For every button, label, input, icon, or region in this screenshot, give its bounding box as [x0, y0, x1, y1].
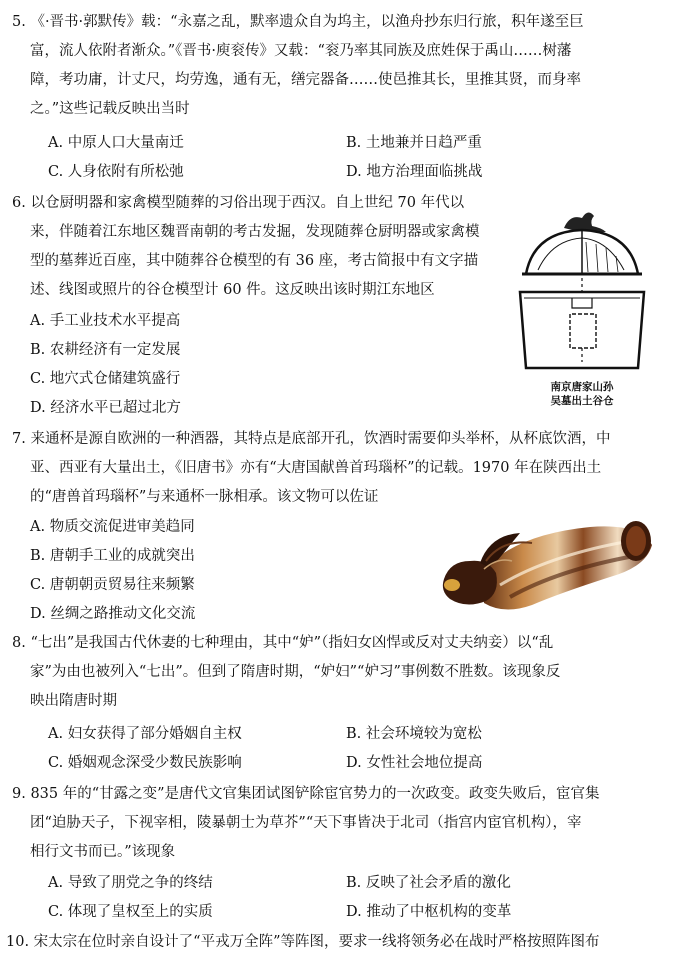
q7-stem-line-2: 亚、西亚有大量出土，《旧唐书》亦有“大唐国献兽首玛瑙杯”的记载。1970 年在陕西出土 [30, 460, 602, 476]
granary-caption-line-1: 南京唐家山孙 [550, 381, 614, 393]
q6-stem-line-1: 6. 以仓厨明器和家禽模型随葬的习俗出现于西汉。自上世纪 70 年代以 [12, 195, 465, 211]
granary-caption-line-2: 吴墓出土谷仓 [550, 395, 614, 407]
q9-option-b[interactable]: B. 反映了社会矛盾的激化 [346, 875, 511, 891]
q7-option-c[interactable]: C. 唐朝朝贡贸易往来频繁 [30, 577, 195, 593]
q5-stem-line-1: 5. 《·晋书·郭默传》载：“永嘉之乱，默率遗众自为坞主，以渔舟抄东归行旅，积年遂至巨 [12, 14, 584, 30]
q7-option-d[interactable]: D. 丝绸之路推动文化交流 [30, 606, 196, 622]
q5-stem-line-2: 富，流人依附者渐众。”《晋书·庾衮传》又载：“衮乃率其同族及庶姓保于禹山……树藩 [30, 43, 572, 59]
q5-stem-line-4: 之。”这些记载反映出当时 [30, 101, 190, 117]
q5-stem-line-3: 障，考功庸，计丈尺，均劳逸，通有无，缮完器备……使邑推其长，里推其贤，而身率 [30, 72, 581, 88]
q7-stem-line-3: 的“唐兽首玛瑙杯”与来通杯一脉相承。该文物可以佐证 [30, 489, 379, 505]
q5-option-d[interactable]: D. 地方治理面临挑战 [346, 164, 483, 180]
q8-stem-line-3: 映出隋唐时期 [30, 693, 117, 709]
q7-option-b[interactable]: B. 唐朝手工业的成就突出 [30, 548, 195, 564]
q8-stem-line-1: 8. “七出”是我国古代休妻的七种理由，其中“妒”（指妇女凶悍或反对丈夫纳妾）以“乱 [12, 635, 554, 651]
agate-rhyton-photo [440, 505, 655, 620]
q6-stem-line-3: 型的墓葬近百座，其中随葬谷仓模型的有 36 座，考古简报中有文字描 [30, 253, 479, 269]
q8-option-c[interactable]: C. 婚姻观念深受少数民族影响 [48, 755, 242, 771]
q7-option-a[interactable]: A. 物质交流促进审美趋同 [30, 519, 195, 535]
q6-stem-line-4: 述、线图或照片的谷仓模型计 60 件。这反映出该时期江东地区 [30, 282, 435, 298]
q8-option-d[interactable]: D. 女性社会地位提高 [346, 755, 483, 771]
q5-option-a[interactable]: A. 中原人口大量南迁 [48, 135, 184, 151]
q8-option-a[interactable]: A. 妇女获得了部分婚姻自主权 [48, 726, 242, 742]
q8-option-b[interactable]: B. 社会环境较为宽松 [346, 726, 482, 742]
granary-model-drawing [512, 198, 652, 378]
q6-option-a[interactable]: A. 手工业技术水平提高 [30, 313, 181, 329]
q5-option-c[interactable]: C. 人身依附有所松弛 [48, 164, 184, 180]
q9-option-a[interactable]: A. 导致了朋党之争的终结 [48, 875, 213, 891]
q6-option-d[interactable]: D. 经济水平已超过北方 [30, 400, 181, 416]
q6-option-c[interactable]: C. 地穴式仓储建筑盛行 [30, 371, 181, 387]
q10-stem-line-1: 10. 宋太宗在位时亲自设计了“平戎万全阵”等阵图，要求一线将领务必在战时严格按照阵图布 [6, 934, 600, 950]
q6-stem-line-2: 来，伴随着江东地区魏晋南朝的考古发掘，发现随葬仓厨明器或家禽模 [30, 224, 480, 240]
q9-option-c[interactable]: C. 体现了皇权至上的实质 [48, 904, 213, 920]
q8-stem-line-2: 家”为由也被列入“七出”。但到了隋唐时期，“妒妇”“妒习”事例数不胜数。该现象反 [30, 664, 561, 680]
q9-stem-line-2: 团“迫胁天子，下视宰相，陵暴朝士为草芥”“天下事皆决于北司（指宫内宦官机构），宰 [30, 815, 582, 831]
q5-option-b[interactable]: B. 土地兼并日趋严重 [346, 135, 482, 151]
q7-stem-line-1: 7. 来通杯是源自欧洲的一种酒器，其特点是底部开孔，饮酒时需要仰头举杯，从杯底饮酒，中 [12, 431, 611, 447]
q9-stem-line-3: 相行文书而已。”该现象 [30, 844, 176, 860]
q9-stem-line-1: 9. 835 年的“甘露之变”是唐代文官集团试图铲除宦官势力的一次政变。政变失败后，宦官集 [12, 786, 600, 802]
q6-option-b[interactable]: B. 农耕经济有一定发展 [30, 342, 181, 358]
q9-option-d[interactable]: D. 推动了中枢机构的变革 [346, 904, 512, 920]
